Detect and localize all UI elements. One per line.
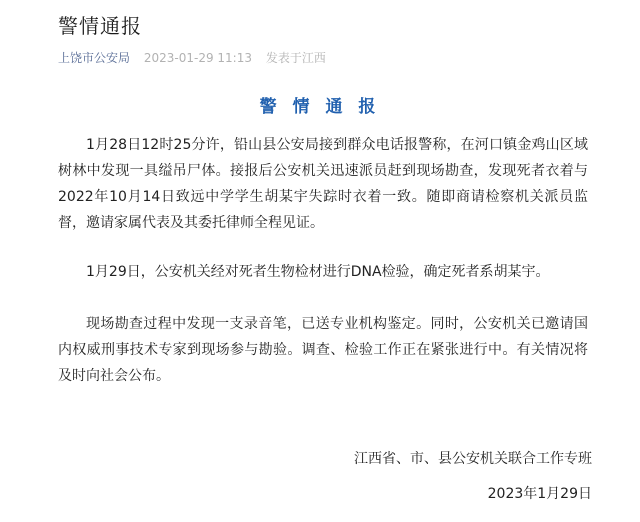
publish-location: 发表于江西 xyxy=(265,51,326,65)
article-paragraph: 现场勘查过程中发现一支录音笔，已送专业机构鉴定。同时，公安机关已邀请国内权威刑事技术专家到现场参与勘验。调查、检验工作正在紧张进行中。有关情况将及时向社会公布。 xyxy=(58,316,588,384)
signature-organization: 江西省、市、县公安机关联合工作专班 xyxy=(354,451,592,467)
article-meta xyxy=(58,50,326,66)
article-heading: 警 情 通 报 xyxy=(259,97,381,117)
publish-time: 2023-01-29 11:13 xyxy=(143,51,252,65)
signature-date: 2023年1月29日 xyxy=(487,486,592,502)
page-title: 警情通报 xyxy=(58,14,142,38)
article-paragraph: 1月29日，公安机关经对死者生物检材进行DNA检验，确定死者系胡某宇。 xyxy=(86,264,550,280)
account-name-link[interactable]: 上饶市公安局 xyxy=(58,51,131,65)
article-paragraph: 1月28日12时25分许，铅山县公安局接到群众电话报警称，在河口镇金鸡山区域树林中发现一具缢吊尸体。接报后公安机关迅速派员赶到现场勘查，发现死者衣着与2022年10月14日致远中学学生胡某宇失踪时衣着一致。随即商请检察机关派员监督，邀请家属代表及其委托律师全程见证。 xyxy=(58,137,588,231)
